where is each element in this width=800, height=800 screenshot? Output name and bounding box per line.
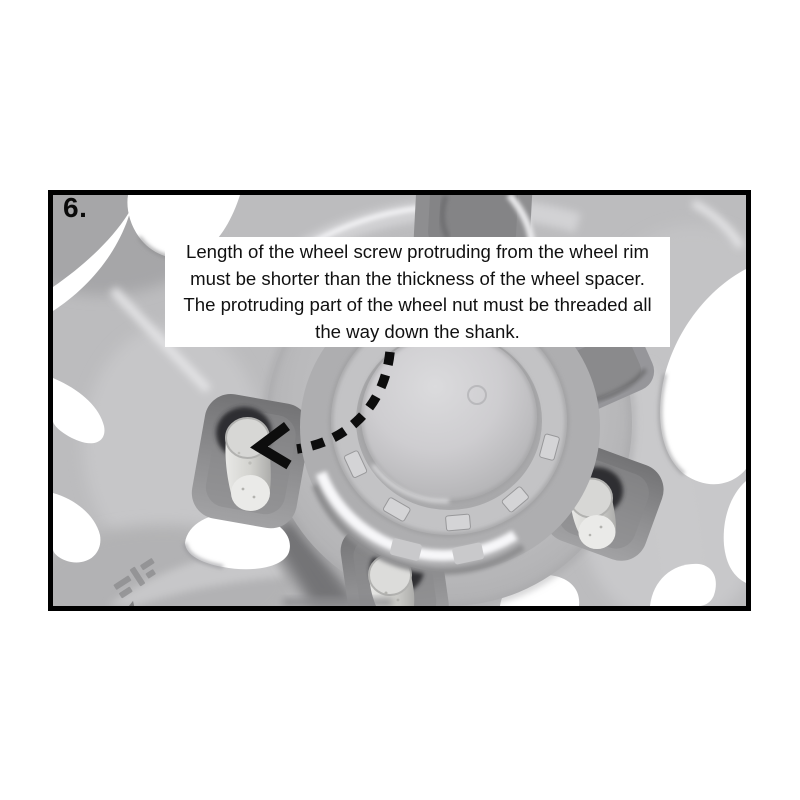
annotation-line: Length of the wheel screw protruding from the wheel rim (185, 241, 649, 262)
annotation-line: The protruding part of the wheel nut must be threaded all (183, 294, 652, 315)
annotation-box (165, 237, 670, 347)
step-number: 6. (63, 192, 88, 223)
annotation-line: the way down the shank. (315, 320, 520, 342)
bottom-shadow (283, 599, 393, 606)
annotation-line: must be shorter than the thickness of the wheel spacer. (190, 267, 645, 289)
figure-frame (48, 190, 751, 611)
